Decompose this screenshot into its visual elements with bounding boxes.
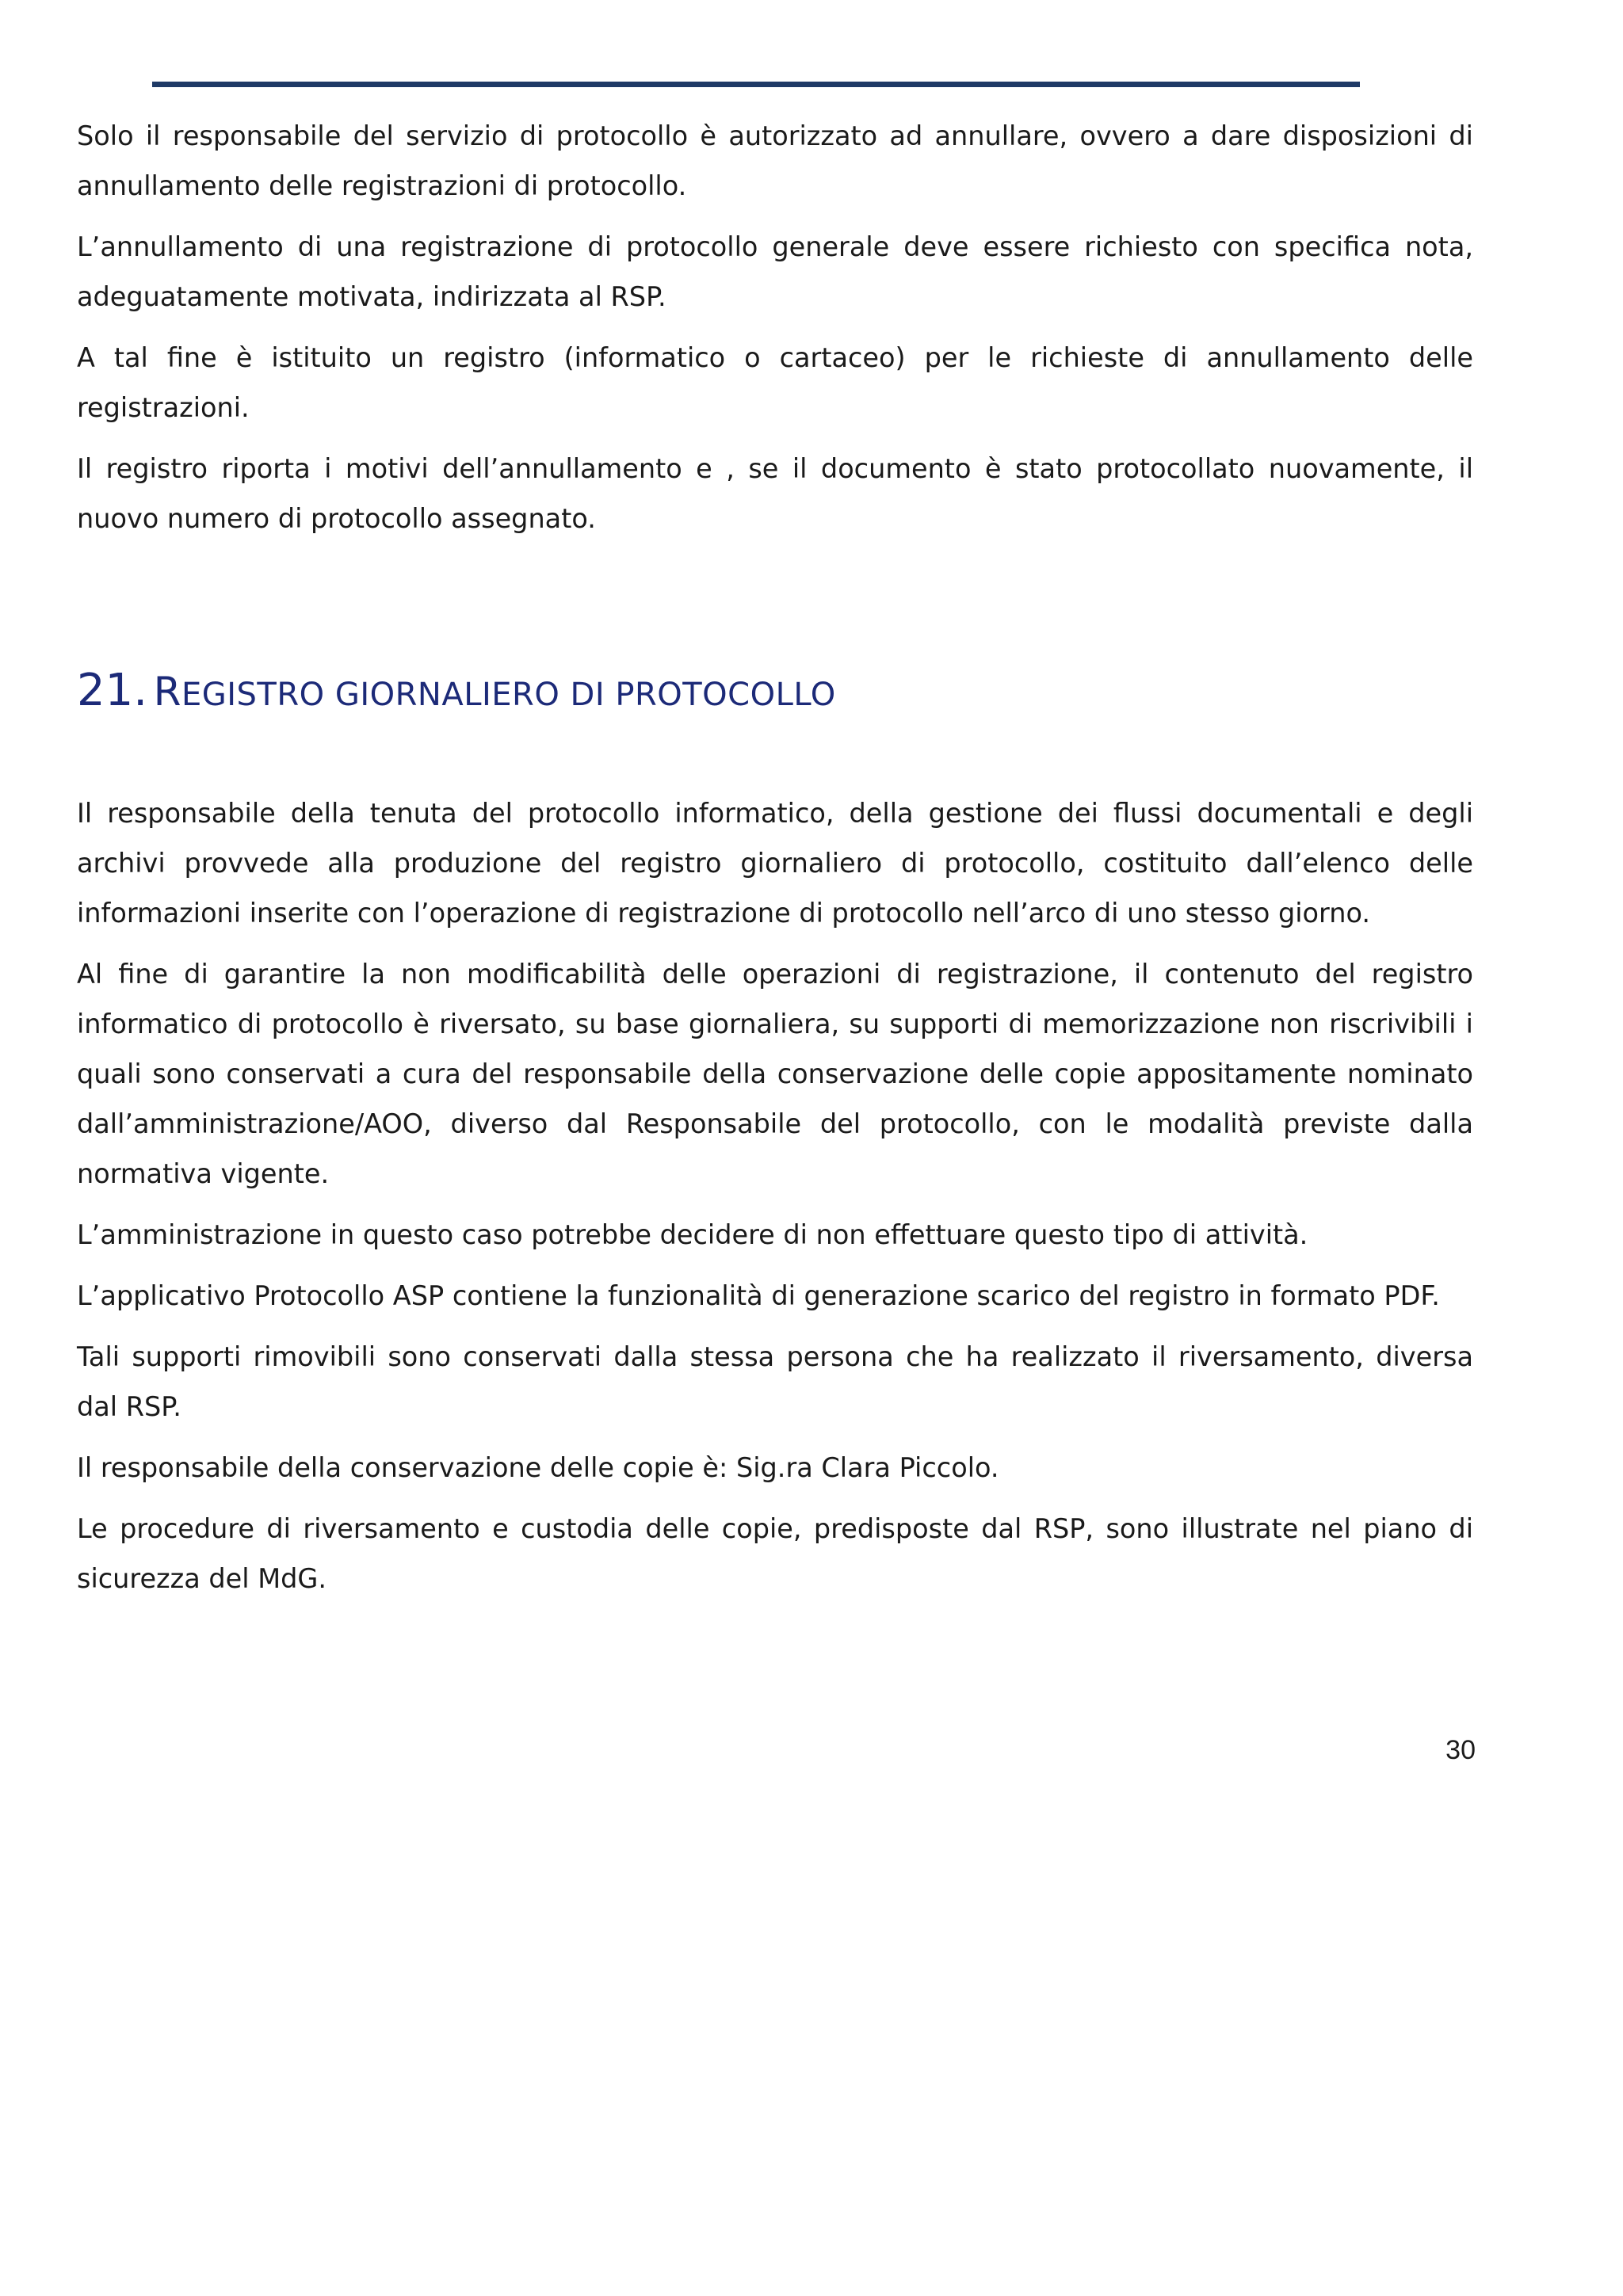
paragraph-intro-4: Il registro riporta i motivi dell’annullamento e , se il documento è stato protocollato nuovamente, il nuovo numero di protocollo assegnato. — [77, 453, 1473, 534]
section-title-rest: EGISTRO GIORNALIERO DI PROTOCOLLO — [181, 677, 836, 713]
paragraph-section-5: Tali supporti rimovibili sono conservati dalla stessa persona che ha realizzato il riversamento, diversa dal RSP. — [77, 1341, 1473, 1423]
paragraph-section-2: Al fine di garantire la non modificabilità delle operazioni di registrazione, il contenuto del registro informatico di protocollo è riversato, su base giornaliera, su supporti di memorizzazione non riscrivibili i quali sono conservati a cura del responsabile della conservazione delle copie appositamente nominato dall’amministrazione/AOO, diverso dal Responsabile del protocollo, con le modalità previste dalla normativa vigente. — [77, 959, 1473, 1190]
page-number: 30 — [1445, 1735, 1476, 1765]
paragraph-section-1: Il responsabile della tenuta del protocollo informatico, della gestione dei flussi documentali e degli archivi provvede alla produzione del registro giornaliero di protocollo, costituito dall’elenco delle informazioni inserite con l’operazione di registrazione di protocollo nell’arco di uno stesso giorno. — [77, 798, 1473, 929]
paragraph-section-4: L’applicativo Protocollo ASP contiene la funzionalità di generazione scarico del registro in formato PDF. — [77, 1280, 1440, 1312]
paragraph-intro-1: Solo il responsabile del servizio di protocollo è autorizzato ad annullare, ovvero a dare disposizioni di annullamento delle registrazioni di protocollo. — [77, 120, 1473, 201]
paragraph-section-3: L’amministrazione in questo caso potrebbe decidere di non effettuare questo tipo di attività. — [77, 1219, 1308, 1251]
header-rule — [152, 82, 1360, 87]
paragraph-section-7: Le procedure di riversamento e custodia delle copie, predisposte dal RSP, sono illustrate nel piano di sicurezza del MdG. — [77, 1513, 1473, 1595]
page-content — [77, 111, 1473, 1615]
section-heading — [77, 664, 1473, 717]
paragraph-intro-3: A tal fine è istituito un registro (informatico o cartaceo) per le richieste di annullamento delle registrazioni. — [77, 342, 1473, 423]
paragraph-intro-2: L’annullamento di una registrazione di protocollo generale deve essere richiesto con specifica nota, adeguatamente motivata, indirizzata al RSP. — [77, 231, 1473, 312]
section-number: 21. — [77, 665, 148, 716]
section-title-initial: R — [153, 669, 181, 715]
paragraph-section-6: Il responsabile della conservazione delle copie è: Sig.ra Clara Piccolo. — [77, 1452, 999, 1484]
